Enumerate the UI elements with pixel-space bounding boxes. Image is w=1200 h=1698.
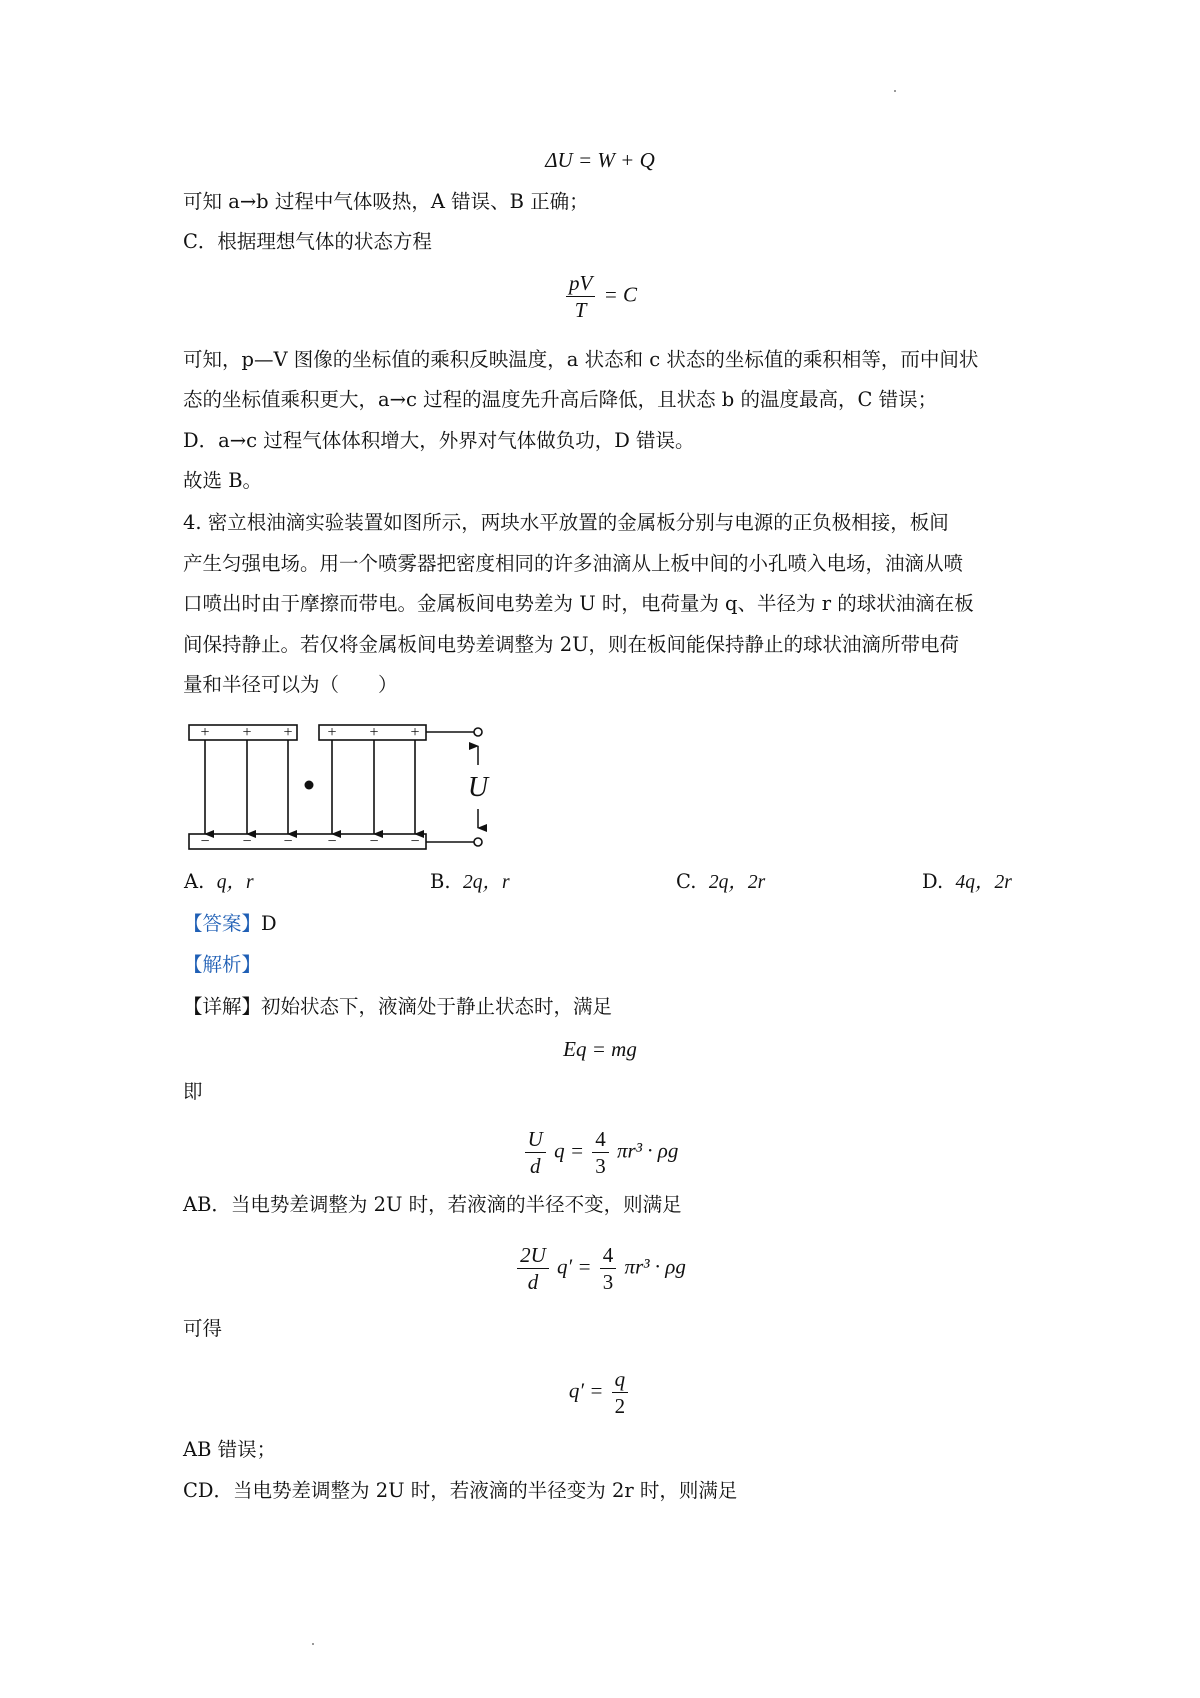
plus-sign: + xyxy=(369,724,379,741)
minus-sign: − xyxy=(369,833,379,850)
option-value: 2q，r xyxy=(462,872,510,893)
text-ab-wrong: AB 错误； xyxy=(183,1438,277,1461)
option-c xyxy=(676,869,765,896)
equation-first-law xyxy=(0,147,1200,173)
equation-q-prime xyxy=(0,1366,1200,1419)
eq-middle: q′ = xyxy=(557,1254,592,1279)
option-b xyxy=(430,869,510,896)
fraction-denominator: 3 xyxy=(602,1270,614,1294)
fraction-numerator: 2U xyxy=(517,1242,549,1269)
option-letter: B. xyxy=(430,870,451,893)
paragraph-c-line1: 可知，p—V 图像的坐标值的乘积反映温度，a 状态和 c 状态的坐标值的乘积相等，而中间状 xyxy=(183,348,979,371)
answer-line xyxy=(183,911,277,937)
fraction-denominator: d xyxy=(527,1270,539,1294)
question4-line5: 量和半径可以为（ ） xyxy=(183,673,398,696)
millikan-apparatus-figure xyxy=(185,713,490,858)
question4-line2: 产生匀强电场。用一个喷雾器把密度相同的许多油滴从上板中间的小孔喷入电场，油滴从喷 xyxy=(183,552,964,575)
terminal-top xyxy=(474,728,482,736)
minus-sign: − xyxy=(200,833,210,850)
fraction-numerator: U xyxy=(525,1126,546,1153)
eq-rhs: = W + Q xyxy=(577,148,655,172)
fraction-q-2 xyxy=(612,1366,629,1419)
option-value: q，r xyxy=(216,872,254,893)
minus-sign: − xyxy=(242,833,252,850)
question4-line4: 间保持静止。若仅将金属板间电势差调整为 2U，则在板间能保持静止的球状油滴所带电荷 xyxy=(183,633,960,656)
text-line-ab2: AB．当电势差调整为 2U 时，若液滴的半径不变，则满足 xyxy=(183,1193,682,1216)
fraction-4-3 xyxy=(592,1126,609,1179)
fraction-denominator: 3 xyxy=(595,1154,606,1178)
text-line-d: D．a→c 过程气体体积增大，外界对气体做负功，D 错误。 xyxy=(183,429,695,452)
text-ji: 即 xyxy=(183,1080,203,1103)
answer-value: D xyxy=(261,912,277,935)
question4-line3: 口喷出时由于摩擦而带电。金属板间电势差为 U 时，电荷量为 q、半径为 r 的球状油滴在板 xyxy=(183,592,974,615)
text-line-ab: 可知 a→b 过程中气体吸热，A 错误、B 正确； xyxy=(183,190,589,213)
fraction-numerator: 4 xyxy=(600,1242,617,1269)
equation-ideal-gas xyxy=(0,270,1200,323)
paragraph-c-line2: 态的坐标值乘积更大，a→c 过程的温度先升高后降低，且状态 b 的温度最高，C 错误； xyxy=(183,388,938,411)
equation-balance xyxy=(0,1126,1200,1179)
plus-sign: + xyxy=(242,724,252,741)
plus-sign: + xyxy=(327,724,337,741)
fraction-numerator: q xyxy=(612,1366,629,1393)
text-choose-b: 故选 B。 xyxy=(183,469,263,492)
eq-lhs: q′ = xyxy=(568,1378,604,1403)
option-letter: D. xyxy=(922,870,944,893)
option-value: 4q，2r xyxy=(955,872,1012,893)
option-d xyxy=(922,869,1012,896)
option-a xyxy=(184,869,254,896)
answer-tag: 【答案】 xyxy=(183,912,262,935)
detail-text: 初始状态下，液滴处于静止状态时，满足 xyxy=(261,995,613,1018)
fraction-u-d xyxy=(525,1126,546,1179)
fraction-2u-d xyxy=(517,1242,549,1295)
analysis-line xyxy=(183,952,261,978)
voltage-label: U xyxy=(467,772,489,803)
question4-line1: 4. 密立根油滴实验装置如图所示，两块水平放置的金属板分别与电源的正负极相接，板间 xyxy=(183,511,949,534)
oil-drop xyxy=(305,781,314,790)
option-value: 2q，2r xyxy=(708,872,766,893)
plus-sign: + xyxy=(410,724,420,741)
eq-tail: πr³ · ρg xyxy=(617,1138,679,1163)
eq-middle: q = xyxy=(554,1138,584,1163)
fraction-numerator: 4 xyxy=(592,1126,609,1153)
minus-sign: − xyxy=(410,833,420,850)
fraction-denominator: 2 xyxy=(614,1394,626,1418)
scan-dot xyxy=(894,90,896,92)
fraction-pv-t xyxy=(566,270,595,323)
option-letter: A. xyxy=(184,870,205,893)
plus-sign: + xyxy=(283,724,293,741)
detail-line xyxy=(183,994,612,1020)
minus-sign: − xyxy=(327,833,337,850)
fraction-4-3 xyxy=(600,1242,617,1295)
text-line-c: C．根据理想气体的状态方程 xyxy=(183,230,432,253)
eq-lhs: ΔU xyxy=(545,148,573,172)
fraction-denominator: d xyxy=(529,1154,541,1178)
option-letter: C. xyxy=(676,870,697,893)
fraction-denominator: T xyxy=(574,298,587,322)
fraction-numerator: pV xyxy=(566,270,595,297)
terminal-bottom xyxy=(474,838,482,846)
equation-eq-mg: Eq = mg xyxy=(563,1037,637,1061)
eq-rhs: = C xyxy=(603,282,637,307)
equation-balance-2u xyxy=(0,1242,1200,1295)
plus-sign: + xyxy=(200,724,210,741)
eq-tail: πr³ · ρg xyxy=(624,1254,686,1279)
minus-sign: − xyxy=(283,833,293,850)
lower-plate xyxy=(189,834,426,849)
text-line-cd: CD．当电势差调整为 2U 时，若液滴的半径变为 2r 时，则满足 xyxy=(183,1479,738,1502)
scan-dot xyxy=(312,1643,314,1645)
text-kede: 可得 xyxy=(183,1317,223,1340)
analysis-tag: 【解析】 xyxy=(183,953,262,976)
detail-tag: 【详解】 xyxy=(183,995,262,1018)
